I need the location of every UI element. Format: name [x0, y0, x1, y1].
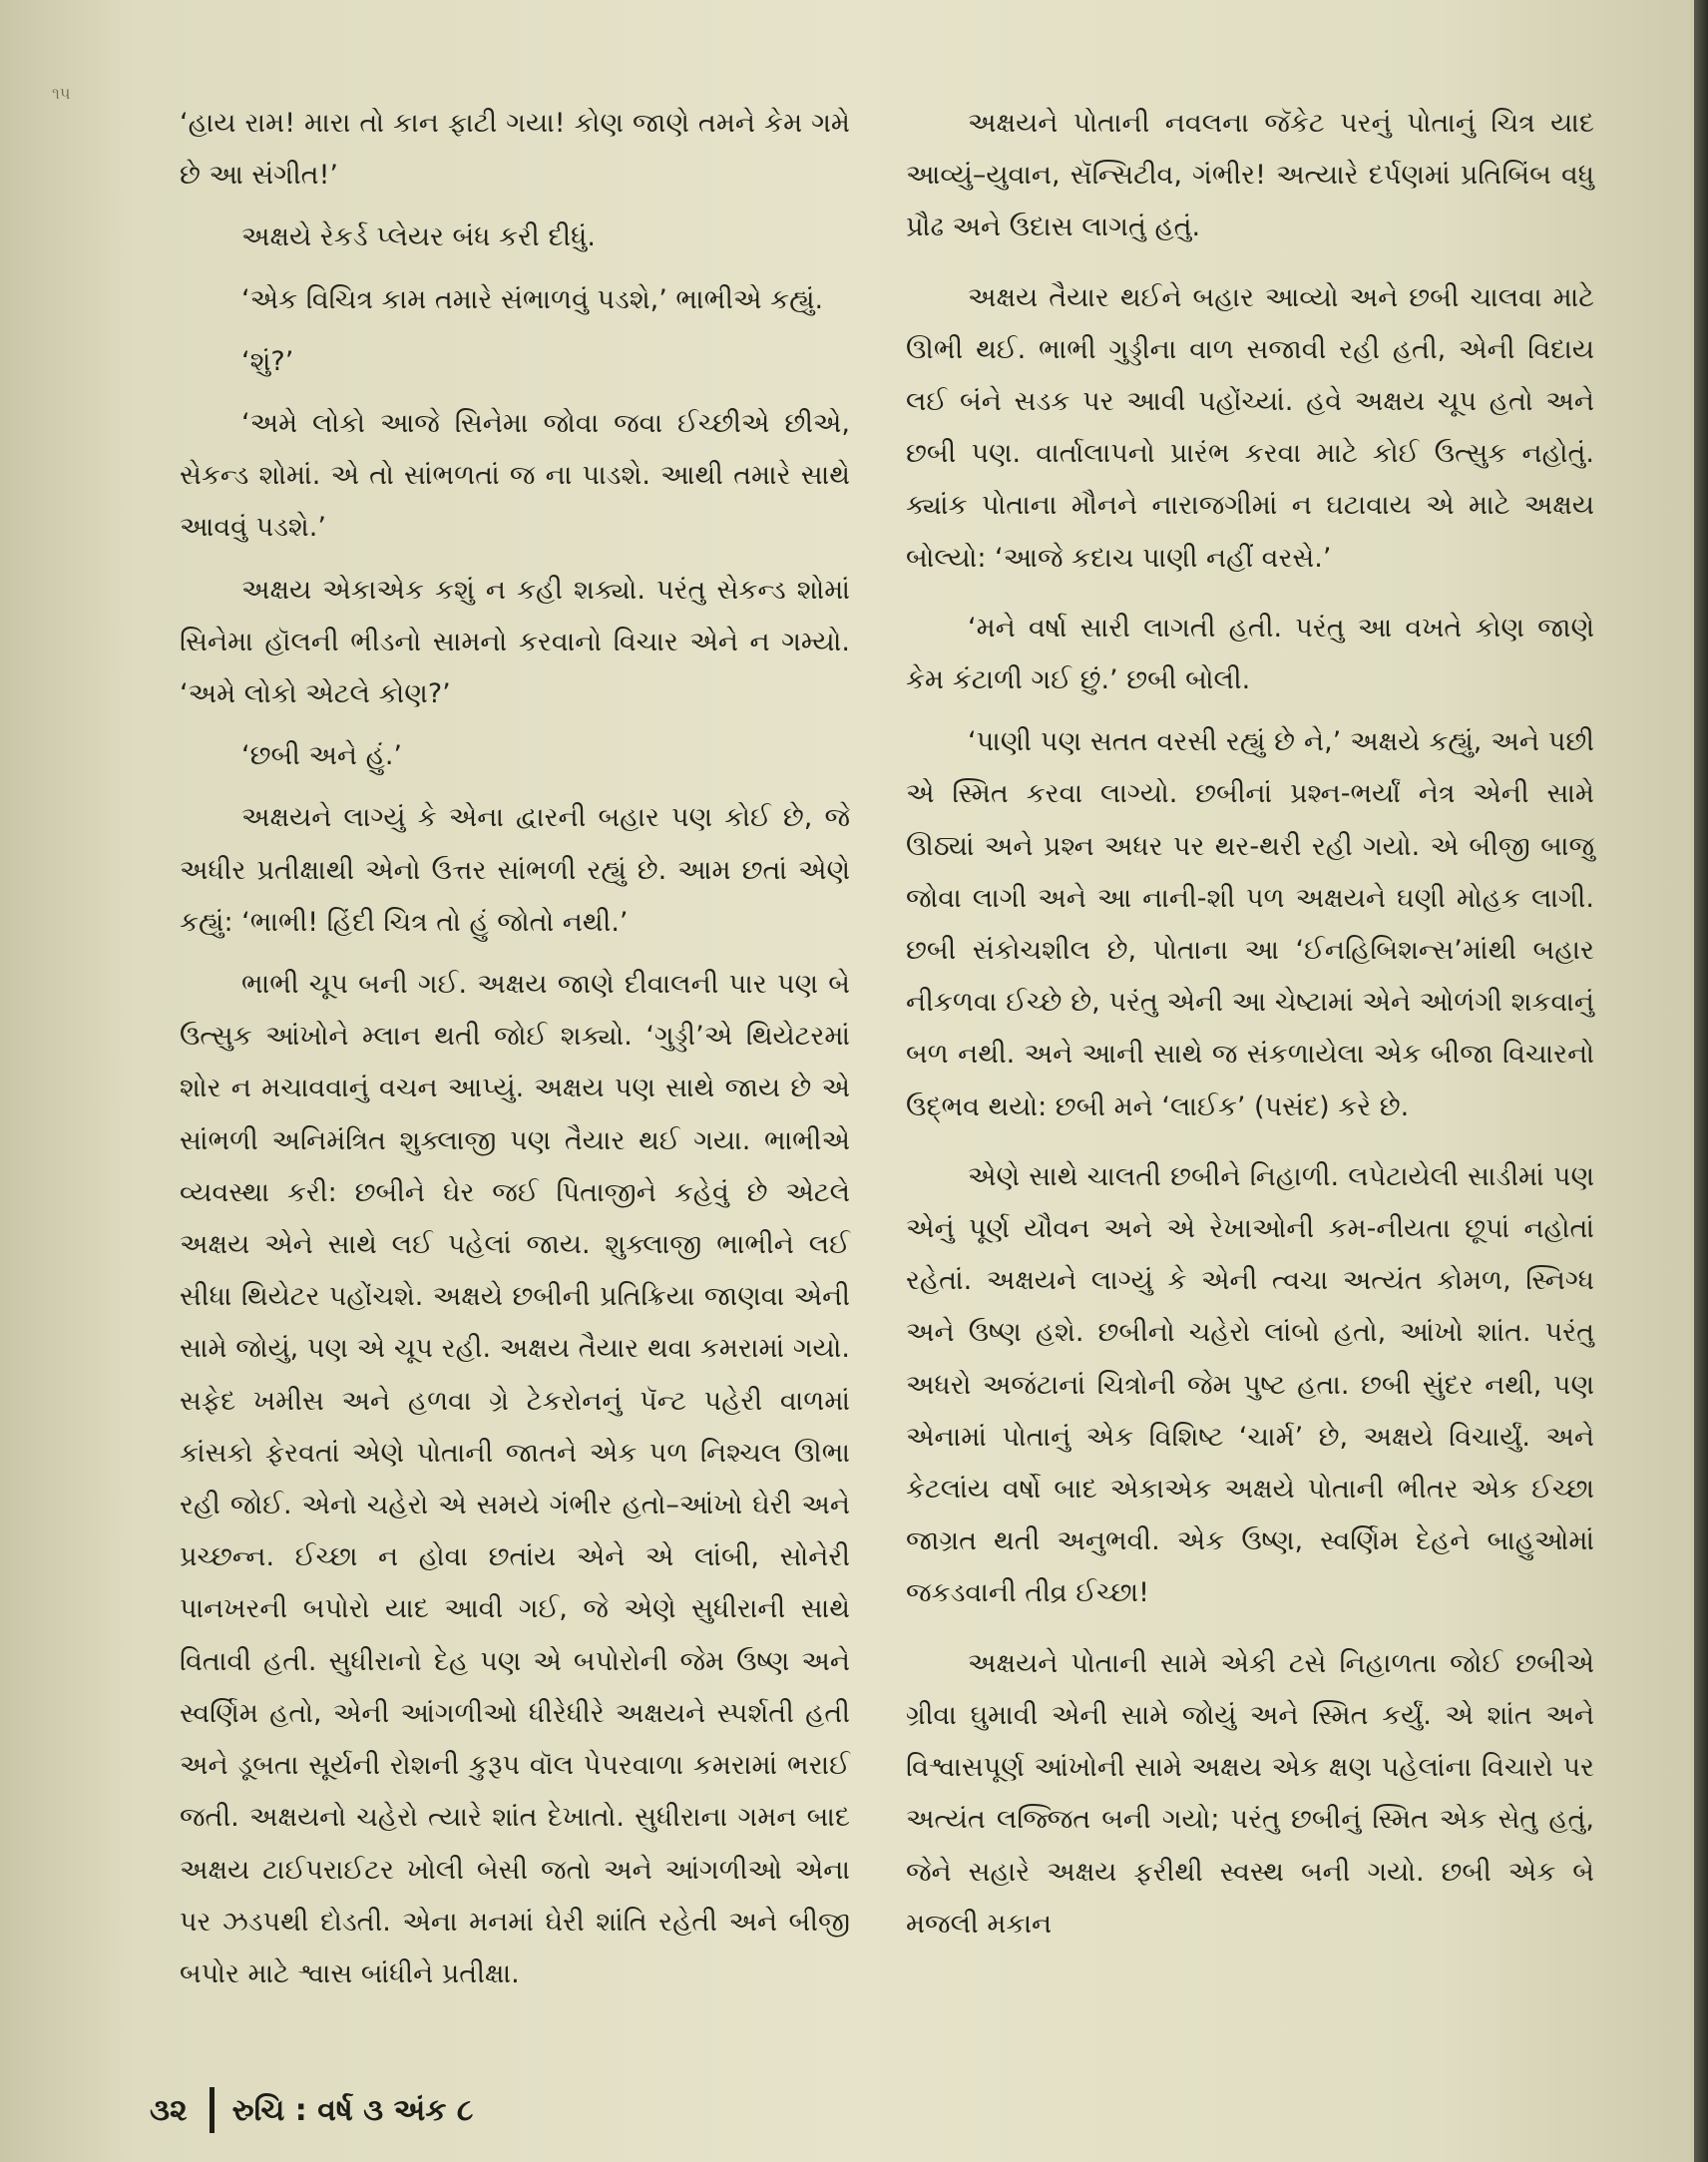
paragraph: અક્ષય તૈયાર થઈને બહાર આવ્યો અને છબી ચાલવા માટે ઊભી થઈ. ભાભી ગુડ્ડીના વાળ સજાવી રહી હતી, એની વિદાય લઈ બંને સડક પર આવી પહોંચ્યાં. હવે અક્ષય ચૂપ હતો અને છબી પણ. વાર્તાલાપનો પ્રારંભ કરવા માટે કોઈ ઉત્સુક નહોતું. ક્યાંક પોતાના મૌનને નારાજગીમાં ન ઘટાવાય એ માટે અક્ષય બોલ્યો: ‘આજે કદાચ પાણી નહીં વરસે.’	[906, 281, 1594, 574]
paragraph: એણે સાથે ચાલતી છબીને નિહાળી. લપેટાયેલી સાડીમાં પણ એનું પૂર્ણ યૌવન અને એ રેખાઓની કમ-નીયતા છૂપાં નહોતાં રહેતાં. અક્ષયને લાગ્યું કે એની ત્વચા અત્યંત કોમળ, સ્નિગ્ધ અને ઉષ્ણ હશે. છબીનો ચહેરો લાંબો હતો, આંખો શાંત. પરંતુ અધરો અજંટાનાં ચિત્રોની જેમ પુષ્ટ હતા. છબી સુંદર નથી, પણ એનામાં પોતાનું એક વિશિષ્ટ ‘ચાર્મ’ છે, અક્ષયે વિચાર્યું. અને કેટલાંય વર્ષો બાદ એકાએક અક્ષયે પોતાની ભીતર એક ઈચ્છા જાગ્રત થતી અનુભવી. એક ઉષ્ણ, સ્વર્ણિમ દેહને બાહુઓમાં જકડવાની તીવ્ર ઈચ્છા!	[906, 1160, 1594, 1609]
paragraph: અક્ષયને પોતાની સામે એકી ટસે નિહાળતા જોઈ છબીએ ગ્રીવા ઘુમાવી એની સામે જોયું અને સ્મિત કર્યું. એ શાંત અને વિશ્વાસપૂર્ણ આંખોની સામે અક્ષય એક ક્ષણ પહેલાંના વિચારો પર અત્યંત લજ્જિત બની ગયો; પરંતુ છબીનું સ્મિત એક સેતુ હતું, જેને સહારે અક્ષય ફરીથી સ્વસ્થ બની ગયો. છબી એક બે મજલી મકાન	[906, 1647, 1594, 1940]
paragraph: અક્ષયને પોતાની નવલના જૅકેટ પરનું પોતાનું ચિત્ર યાદ આવ્યું–યુવાન, સૅન્સિટીવ, ગંભીર! અત્યારે દર્પણમાં પ્રતિબિંબ વધુ પ્રૌઢ અને ઉદાસ લાગતું હતું.	[906, 108, 1594, 243]
paragraph: ‘મને વર્ષા સારી લાગતી હતી. પરંતુ આ વખતે કોણ જાણે કેમ કંટાળી ગઈ છું.’ છબી બોલી.	[906, 612, 1594, 696]
paragraph: ભાભી ચૂપ બની ગઈ. અક્ષય જાણે દીવાલની પાર પણ બે ઉત્સુક આંખોને મ્લાન થતી જોઈ શક્યો. ‘ગુડ્ડી’એ થિયેટરમાં શોર ન મચાવવાનું વચન આપ્યું. અક્ષય પણ સાથે જાય છે એ સાંભળી અનિમંત્રિત શુક્લાજી પણ તૈયાર થઈ ગયા. ભાભીએ વ્યવસ્થા કરી: છબીને ઘેર જઈ પિતાજીને કહેવું છે એટલે અક્ષય એને સાથે લઈ પહેલાં જાય. શુક્લાજી ભાભીને લઈ સીધા થિયેટર પહોંચશે. અક્ષયે છબીની પ્રતિક્રિયા જાણવા એની સામે જોયું, પણ એ ચૂપ રહી. અક્ષય તૈયાર થવા કમરામાં ગયો. સફેદ ખમીસ અને હળવા ગ્રે ટેકરોનનું પૅન્ટ પહેરી વાળમાં કાંસકો ફેરવતાં એણે પોતાની જાતને એક પળ નિશ્ચલ ઊભા રહી જોઈ. એનો ચહેરો એ સમયે ગંભીર હતો–આંખો ઘેરી અને પ્રચ્છન્ન. ઈચ્છા ન હોવા છતાંય એને એ લાંબી, સોનેરી પાનખરની બપોરો યાદ આવી ગઈ, જે એણે સુધીરાની સાથે વિતાવી હતી. સુધીરાનો દેહ પણ એ બપોરોની જેમ ઉષ્ણ અને સ્વર્ણિમ હતો, એની આંગળીઓ ધીરેધીરે અક્ષયને સ્પર્શતી હતી અને ડૂબતા સૂર્યની રોશની કુરૂપ વૉલ પેપરવાળા કમરામાં ભરાઈ જતી. અક્ષયનો ચહેરો ત્યારે શાંત દેખાતો. સુધીરાના ગમન બાદ અક્ષય ટાઈપરાઈટર ખોલી બેસી જતો અને આંગળીઓ એના પર ઝડપથી દોડતી. એના મનમાં ઘેરી શાંતિ રહેતી અને બીજી બપોર માટે શ્વાસ બાંધીને પ્રતીક્ષા.	[180, 969, 850, 1989]
paragraph: ‘એક વિચિત્ર કામ તમારે સંભાળવું પડશે,’ ભાભીએ કહ્યું.	[241, 283, 824, 315]
page-edge-shadow	[1694, 0, 1708, 2162]
paragraph: ‘છબી અને હું.’	[241, 740, 402, 772]
paragraph: ‘પાણી પણ સતત વરસી રહ્યું છે ને,’ અક્ષયે કહ્યું, અને પછી એ સ્મિત કરવા લાગ્યો. છબીનાં પ્રશ્ન-ભર્યાં નેત્ર એની સામે ઊઠ્યાં અને પ્રશ્ન અધર પર થર-થરી રહી ગયો. એ બીજી બાજુ જોવા લાગી અને આ નાની-શી પળ અક્ષયને ઘણી મોહક લાગી. છબી સંકોચશીલ છે, પોતાના આ ‘ઈનહિબિશન્સ’માંથી બહાર નીકળવા ઈચ્છે છે, પરંતુ એની આ ચેષ્ટામાં એને ઓળંગી શકવાનું બળ નથી. અને આની સાથે જ સંકળાયેલા એક બીજા વિચારનો ઉદ્‌ભવ થયો: છબી મને ‘લાઈક’ (પસંદ) કરે છે.	[906, 726, 1594, 1122]
footer-divider	[210, 2087, 214, 2133]
magazine-issue: રુચિ : વર્ષ ૩ અંક ૮	[231, 2092, 474, 2128]
paragraph: ‘શું?’	[241, 345, 294, 377]
page-number: ૩૨	[150, 2092, 188, 2128]
page-footer	[150, 2087, 473, 2133]
left-column	[180, 98, 850, 2010]
corner-mark: ૧૫	[52, 84, 71, 103]
right-column	[906, 98, 1594, 1960]
paragraph: અક્ષયને લાગ્યું કે એના દ્વારની બહાર પણ કોઈ છે, જે અધીર પ્રતીક્ષાથી એનો ઉત્તર સાંભળી રહ્યું છે. આમ છતાં એણે કહ્યું: ‘ભાભી! હિંદી ચિત્ર તો હું જોતો નથી.’	[180, 802, 850, 938]
paragraph: ‘અમે લોકો આજે સિનેમા જોવા જવા ઈચ્છીએ છીએ, સેકન્ડ શોમાં. એ તો સાંભળતાં જ ના પાડશે. આથી તમારે સાથે આવવું પડશે.’	[180, 408, 850, 544]
paragraph: ‘હાય રામ! મારા તો કાન ફાટી ગયા! કોણ જાણે તમને કેમ ગમે છે આ સંગીત!’	[180, 108, 850, 192]
paragraph: અક્ષયે રેકર્ડ પ્લેયર બંધ કરી દીધું.	[241, 221, 596, 253]
paragraph: અક્ષય એકાએક કશું ન કહી શક્યો. પરંતુ સેકન્ડ શોમાં સિનેમા હૉલની ભીડનો સામનો કરવાનો વિચાર એને ન ગમ્યો. ‘અમે લોકો એટલે કોણ?’	[180, 574, 850, 710]
